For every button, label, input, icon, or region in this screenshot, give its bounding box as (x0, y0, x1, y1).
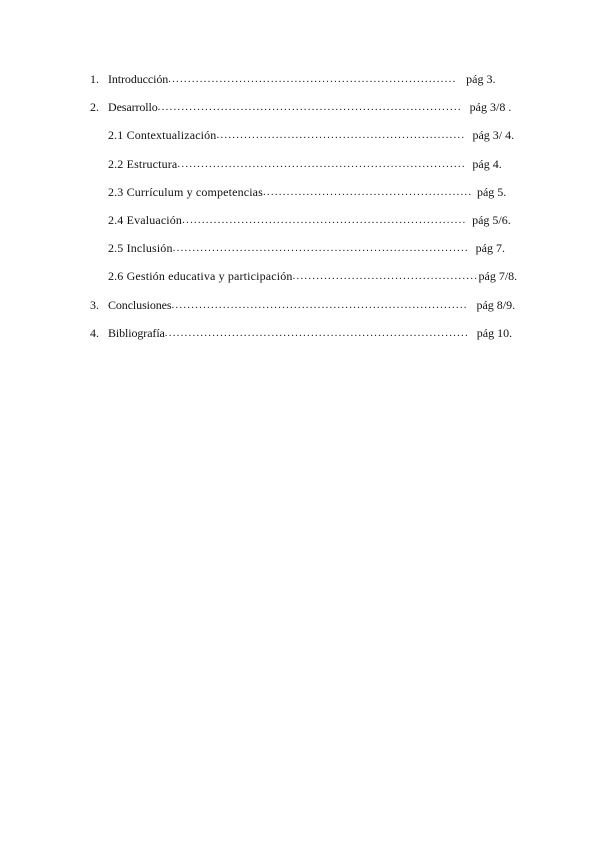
toc-entry-number: 1. (90, 72, 99, 86)
toc-entry-page: pág 8/9. (476, 297, 516, 312)
table-of-contents (90, 70, 530, 352)
dot-leader: ............................................... (292, 270, 479, 283)
toc-subentry-gestion (90, 267, 530, 295)
toc-entry-page: pág 5/6. (472, 212, 511, 227)
dot-leader: ......................................................................... (168, 73, 457, 85)
toc-entry-title: 2.1 Contextualización (108, 128, 217, 143)
toc-entry-page: pág 10. (476, 325, 513, 340)
toc-entry-title: 2.6 Gestión educativa y participación (108, 269, 293, 284)
toc-entry-page: pág 3. (466, 72, 496, 86)
dot-leader: ........................................................................ (182, 213, 467, 226)
toc-entry-page: pág 7/8. (478, 269, 518, 284)
toc-entry-title: Bibliografía (108, 325, 165, 340)
toc-entry-number: 2. (90, 100, 99, 115)
toc-entry-title: 2.3 Currículum y competencias (108, 184, 263, 199)
dot-leader: ............................................................................. (157, 101, 462, 114)
toc-subentry-contextualizacion (90, 126, 530, 154)
toc-entry-title: 2.4 Evaluación (108, 212, 183, 227)
dot-leader: ............................................................... (216, 129, 466, 142)
toc-subentry-evaluacion (90, 211, 530, 239)
dot-leader: ..................................................... (262, 185, 473, 198)
toc-entry-title: Conclusiones (108, 297, 172, 312)
dot-leader: ........................................................................... (171, 298, 468, 311)
toc-entry-bibliografia (90, 324, 530, 352)
dot-leader: ............................................................................. (164, 326, 469, 339)
toc-entry-desarrollo (90, 98, 530, 126)
toc-entry-number: 4. (90, 325, 99, 340)
toc-entry-title: Desarrollo (108, 100, 158, 115)
toc-entry-number: 3. (90, 297, 99, 312)
toc-entry-title: Introducción (108, 72, 169, 86)
toc-entry-page: pág 4. (472, 156, 502, 171)
dot-leader: ......................................................................... (177, 157, 466, 170)
toc-entry-conclusiones (90, 296, 530, 324)
toc-subentry-curriculum (90, 183, 530, 211)
toc-entry-page: pág 3/8 . (469, 100, 512, 115)
toc-entry-page: pág 3/ 4. (472, 128, 515, 143)
toc-entry-title: 2.5 Inclusión (108, 241, 173, 256)
toc-entry-page: pág 7. (475, 241, 505, 256)
dot-leader: ........................................................................... (172, 242, 469, 255)
toc-entry-title: 2.2 Estructura (108, 156, 178, 171)
toc-entry-introduccion (90, 70, 530, 98)
toc-entry-page: pág 5. (476, 184, 507, 199)
toc-subentry-estructura (90, 155, 530, 183)
toc-subentry-inclusion (90, 239, 530, 267)
